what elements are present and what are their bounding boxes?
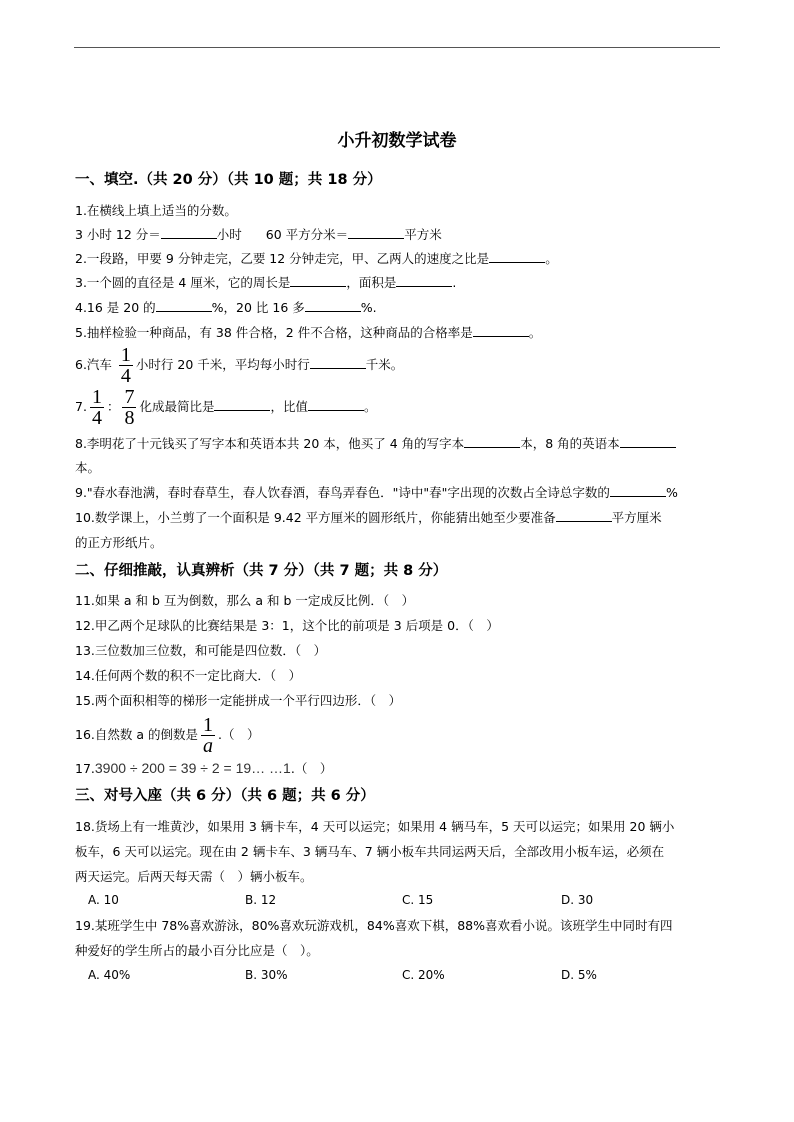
answer-blank[interactable] xyxy=(156,300,212,312)
q9-text-a: 9."春水春池满，春时春草生，春人饮春酒，春鸟弄春色．"诗中"春"字出现的次数占全诗总字数的 xyxy=(75,485,610,500)
fraction-seven-eighths: $\frac{7}{8}$ xyxy=(124,386,135,429)
answer-blank[interactable] xyxy=(348,227,404,239)
fraction-one-over-a: $\frac{1}{a}$ xyxy=(203,714,213,757)
q7-text-c: ，比值 xyxy=(270,399,308,414)
answer-blank[interactable] xyxy=(310,357,366,369)
q18-option-b[interactable]: B. 12 xyxy=(245,893,277,907)
ratio-colon: ： xyxy=(106,399,120,414)
question-14: 14.任何两个数的积不一定比商大．（ ） xyxy=(75,668,302,683)
q3-text-a: 3.一个圆的直径是 4 厘米，它的周长是 xyxy=(75,275,291,290)
question-1-prompt: 1.在横线上填上适当的分数。 xyxy=(75,203,237,218)
question-5 xyxy=(75,325,541,341)
question-8-cont: 本。 xyxy=(75,460,101,475)
section-3-heading: 三、对号入座（共 6 分）（共 6 题；共 6 分） xyxy=(75,788,375,804)
page-title: 小升初数学试卷 xyxy=(337,131,457,151)
section-2-heading: 二、仔细推敲，认真辨析（共 7 分）（共 7 题；共 8 分） xyxy=(75,563,448,579)
question-17 xyxy=(75,760,332,777)
q5-text-a: 5.抽样检验一种商品，有 38 件合格，2 件不合格，这种商品的合格率是 xyxy=(75,325,473,340)
question-16 xyxy=(75,716,259,755)
question-11: 11.如果 a 和 b 互为倒数，那么 a 和 b 一定成反比例．（ ） xyxy=(75,593,415,608)
q16-text-b: .（ ） xyxy=(218,727,260,742)
answer-blank[interactable] xyxy=(464,436,520,448)
q18-option-a[interactable]: A. 10 xyxy=(88,893,119,907)
q10-text-b: 平方厘米 xyxy=(611,510,662,525)
answer-blank[interactable] xyxy=(214,399,270,411)
q17-text-b: .（ ） xyxy=(290,761,333,776)
answer-blank[interactable] xyxy=(308,399,364,411)
fraction-one-quarter: $\frac{1}{4}$ xyxy=(120,344,131,387)
answer-blank[interactable] xyxy=(610,485,666,497)
q2-text-a: 2.一段路，甲要 9 分钟走完，乙要 12 分钟走完，甲、乙两人的速度之比是 xyxy=(75,251,490,266)
q4-text-b: %，20 比 16 多 xyxy=(211,300,305,315)
q19-option-c[interactable]: C. 20% xyxy=(402,968,445,982)
q3-text-b: ，面积是 xyxy=(346,275,397,290)
q1-text-b: 小时 xyxy=(216,227,242,242)
q18-option-c[interactable]: C. 15 xyxy=(402,893,434,907)
question-1-items xyxy=(75,227,442,243)
q8-text-b: 本，8 角的英语本 xyxy=(520,436,620,451)
q19-option-d[interactable]: D. 5% xyxy=(561,968,597,982)
q1-text-d: 平方米 xyxy=(404,227,442,242)
q16-text-a: 16.自然数 a 的倒数是 xyxy=(75,727,198,742)
answer-blank[interactable] xyxy=(556,510,612,522)
question-3 xyxy=(75,275,456,291)
fraction-one-quarter: $\frac{1}{4}$ xyxy=(91,386,102,429)
q4-text-c: %. xyxy=(360,300,377,315)
q19-option-a[interactable]: A. 40% xyxy=(88,968,131,982)
question-12: 12.甲乙两个足球队的比赛结果是 3：1，这个比的前项是 3 后项是 0．（ ） xyxy=(75,618,499,633)
q2-text-b: 。 xyxy=(545,251,558,266)
q6-text-c: 千米。 xyxy=(365,357,404,372)
q19-option-b[interactable]: B. 30% xyxy=(245,968,288,982)
q9-text-b: % xyxy=(665,485,678,500)
q6-text-a: 6.汽车 xyxy=(75,357,112,372)
q6-text-b: 小时行 20 千米，平均每小时行 xyxy=(135,357,310,372)
q1-text-a: 3 小时 12 分＝ xyxy=(75,227,161,242)
question-6 xyxy=(75,346,403,385)
q3-text-c: . xyxy=(452,275,457,290)
q5-text-b: 。 xyxy=(528,325,542,340)
q7-text-d: 。 xyxy=(363,399,377,414)
answer-blank[interactable] xyxy=(290,275,346,287)
section-1-heading: 一、填空.（共 20 分）（共 10 题；共 18 分） xyxy=(75,172,382,188)
q18-option-d[interactable]: D. 30 xyxy=(561,893,594,907)
question-8 xyxy=(75,436,676,452)
question-15: 15.两个面积相等的梯形一定能拼成一个平行四边形．（ ） xyxy=(75,693,402,708)
q4-text-a: 4.16 是 20 的 xyxy=(75,300,156,315)
answer-blank[interactable] xyxy=(473,325,529,337)
question-9 xyxy=(75,485,678,501)
q8-text-a: 8.李明花了十元钱买了写字本和英语本共 20 本，他买了 4 角的写字本 xyxy=(75,436,465,451)
question-18-line-3: 两天运完。后两天每天需（ ）辆小板车。 xyxy=(75,869,313,884)
question-19-line-2: 种爱好的学生所占的最小百分比应是（ ）。 xyxy=(75,943,319,958)
question-19-line-1: 19.某班学生中 78%喜欢游泳，80%喜欢玩游戏机，84%喜欢下棋，88%喜欢看小说。该班学生中同时有四 xyxy=(75,918,673,933)
q10-text-a: 10.数学课上，小兰剪了一个面积是 9.42 平方厘米的圆形纸片，你能猜出她至少要准备 xyxy=(75,510,556,525)
question-18-line-1: 18.货场上有一堆黄沙，如果用 3 辆卡车，4 天可以运完；如果用 4 辆马车，5 天可以运完；如果用 20 辆小 xyxy=(75,819,675,834)
answer-blank[interactable] xyxy=(396,275,452,287)
question-13: 13.三位数加三位数，和可能是四位数．（ ） xyxy=(75,643,327,658)
question-2 xyxy=(75,251,558,267)
question-10 xyxy=(75,510,662,526)
answer-blank[interactable] xyxy=(489,251,545,263)
question-10-cont: 的正方形纸片。 xyxy=(75,535,163,550)
answer-blank[interactable] xyxy=(620,436,676,448)
answer-blank[interactable] xyxy=(161,227,217,239)
header-rule xyxy=(74,47,720,48)
q7-text-b: 化成最简比是 xyxy=(139,399,215,414)
q7-text-a: 7. xyxy=(75,399,87,414)
q1-text-c: 60 平方分米＝ xyxy=(265,227,349,242)
q17-equation: 3900 ÷ 200 = 39 ÷ 2 = 19… …1 xyxy=(94,760,291,776)
question-4 xyxy=(75,300,377,316)
question-7 xyxy=(75,388,377,427)
q17-text-a: 17. xyxy=(75,761,95,776)
question-18-line-2: 板车，6 天可以运完。现在由 2 辆卡车、3 辆马车、7 辆小板车共同运两天后，全部改用小板车运，必须在 xyxy=(75,844,665,859)
answer-blank[interactable] xyxy=(305,300,361,312)
